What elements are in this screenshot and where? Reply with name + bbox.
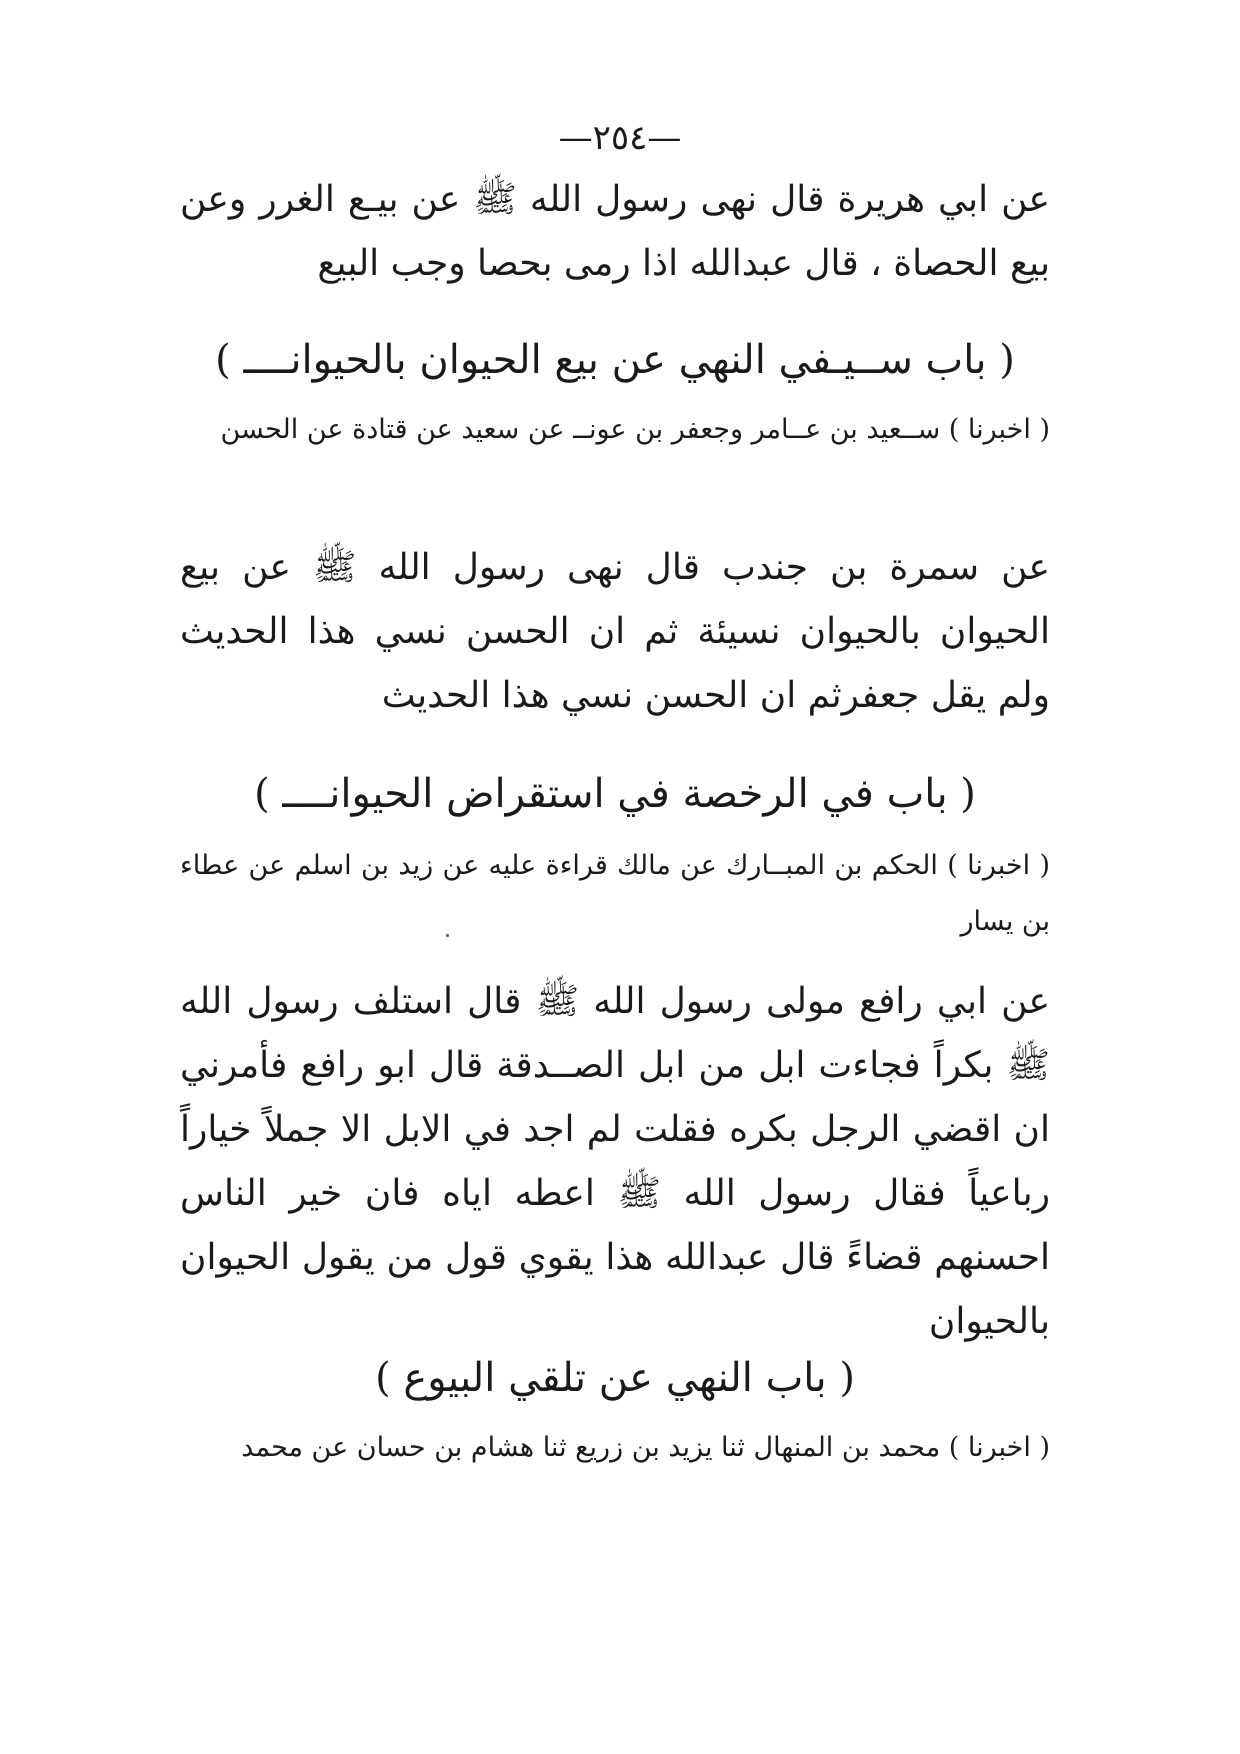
hadith-text: عن سمرة بن جندب قال نهى رسول الله ﷺ عن بيع الحيوان بالحيوان نسيئة ثم ان الحسن نسي هذا الحديث ولم يقل جعفرثم ان الحسن نسي هذا الحديث (180, 547, 1050, 716)
hadith-text: عن ابي هريرة قال نهى رسول الله ﷺ عن بيـع الغرر وعن بيع الحصاة ، قال عبدالله اذا رمى بحصا وجب البيع (180, 179, 1050, 284)
scan-speck (446, 934, 449, 937)
isnad-text: ( اخبرنا ) محمد بن المنهال ثنا يزيد بن زريع ثنا هشام بن حسان عن محمد (241, 1432, 1050, 1463)
hadith-text: عن ابي رافع مولى رسول الله ﷺ قال استلف رسول الله ﷺ بكراً فجاءت ابل من ابل الصــدقة قال ابو رافع فأمرني ان اقضي الرجل بكره فقلت لم اجد في الابل الا جملاً خياراً رباعياً فقال رسول الله ﷺ اعطه اياه فان خير الناس احسنهم قضاءً قال عبدالله هذا يقوي قول من يقول الحيوان بالحيوان (180, 981, 1050, 1342)
section-heading: ( باب النهي عن تلقي البيوع ) (375, 1355, 855, 1401)
section-heading: ( باب في الرخصة في استقراض الحيوانــــ ) (254, 771, 976, 817)
page-number: —٢٥٤— (558, 118, 682, 158)
isnad-text: ( اخبرنا ) ســعيد بن عــامر وجعفر بن عونــ عن سعيد عن قتادة عن الحسن (220, 414, 1050, 445)
isnad-text: ( اخبرنا ) الحكم بن المبــارك عن مالك قراءة عليه عن زيد بن اسلم عن عطاء بن يسار (180, 850, 1050, 937)
section-heading: ( باب ســيـفي النهي عن بيع الحيوان بالحيوانــــ ) (215, 337, 1015, 383)
